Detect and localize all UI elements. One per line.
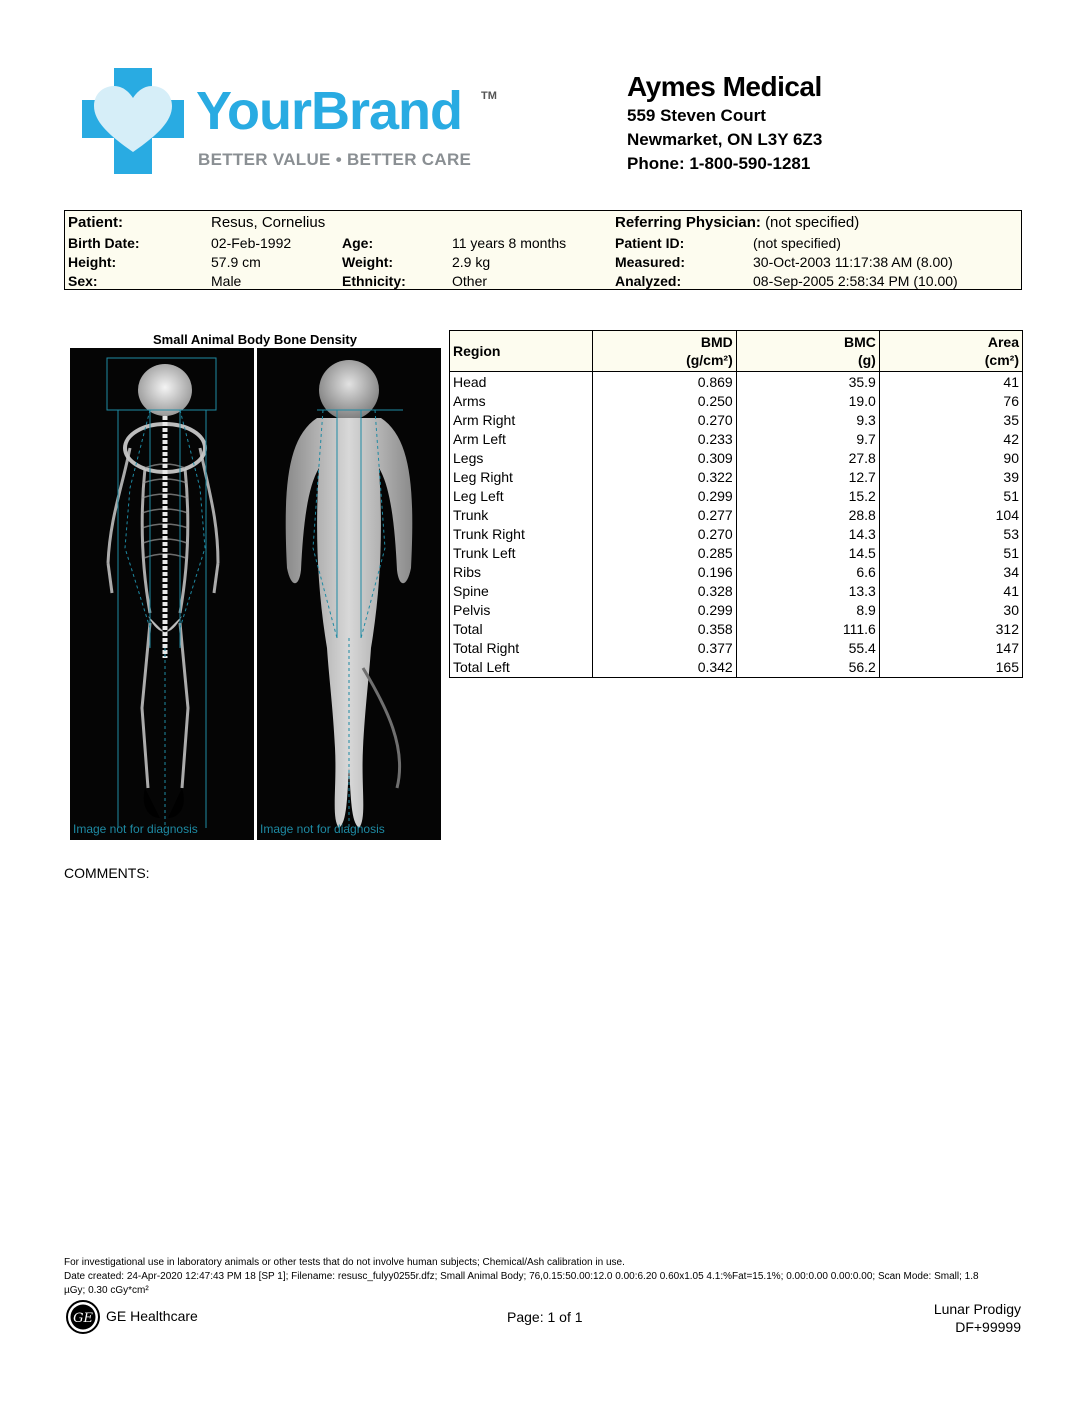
- bmc-header-label: BMC: [843, 334, 876, 350]
- area-cell: 30: [879, 601, 1022, 620]
- table-row: [450, 525, 1023, 544]
- organization-block: [627, 70, 822, 176]
- area-header-unit: (cm²): [984, 352, 1019, 368]
- results-table-body: [450, 372, 1023, 678]
- table-row: [450, 487, 1023, 506]
- bmc-cell: 55.4: [736, 639, 879, 658]
- region-cell: Spine: [450, 582, 593, 601]
- scan-diagnosis-note-right: Image not for diagnosis: [260, 822, 385, 836]
- area-cell: 51: [879, 544, 1022, 563]
- bmc-cell: 9.7: [736, 430, 879, 449]
- height-value: 57.9 cm: [211, 254, 261, 270]
- region-cell: Arms: [450, 392, 593, 411]
- soft-tissue-scan-image: [257, 348, 441, 840]
- bmc-cell: 9.3: [736, 411, 879, 430]
- area-cell: 35: [879, 411, 1022, 430]
- analyzed-value: 08-Sep-2005 2:58:34 PM (10.00): [753, 273, 958, 289]
- region-cell: Head: [450, 372, 593, 393]
- area-cell: 104: [879, 506, 1022, 525]
- bone-scan-image: [70, 348, 254, 840]
- footer-disclaimer: For investigational use in laboratory animals or other tests that do not involve human subjects; Chemical/Ash calibration in use.: [64, 1257, 625, 1268]
- table-row: [450, 582, 1023, 601]
- birth-date-label: Birth Date:: [68, 235, 140, 251]
- ethnicity-value: Other: [452, 273, 488, 289]
- bone-density-results-table: [449, 330, 1023, 678]
- bmc-cell: 8.9: [736, 601, 879, 620]
- region-cell: Ribs: [450, 563, 593, 582]
- bmc-header: [736, 331, 879, 372]
- organization-phone: Phone: 1-800-590-1281: [627, 154, 811, 173]
- patient-label: Patient:: [68, 214, 124, 231]
- referring-physician-label: Referring Physician:: [615, 214, 761, 231]
- ge-monogram: GE: [73, 1311, 93, 1326]
- organization-address-line2: Newmarket, ON L3Y 6Z3: [627, 130, 823, 149]
- table-row: [450, 620, 1023, 639]
- region-cell: Trunk Left: [450, 544, 593, 563]
- table-row: [450, 392, 1023, 411]
- weight-value: 2.9 kg: [452, 254, 491, 270]
- scan-title: Small Animal Body Bone Density: [153, 332, 357, 347]
- region-cell: Total Right: [450, 639, 593, 658]
- bmc-cell: 12.7: [736, 468, 879, 487]
- area-cell: 76: [879, 392, 1022, 411]
- table-row: [450, 411, 1023, 430]
- patient-info-box: [64, 210, 1022, 290]
- table-row: [450, 544, 1023, 563]
- region-cell: Trunk Right: [450, 525, 593, 544]
- bmc-cell: 14.5: [736, 544, 879, 563]
- table-row: [450, 506, 1023, 525]
- device-info: [860, 1300, 1021, 1336]
- region-cell: Total Left: [450, 658, 593, 678]
- analyzed-label: Analyzed:: [615, 273, 682, 289]
- region-cell: Arm Right: [450, 411, 593, 430]
- footer-dose: µGy; 0.30 cGy*cm²: [64, 1285, 149, 1296]
- scan-diagnosis-note-left: Image not for diagnosis: [73, 822, 198, 836]
- bmc-cell: 13.3: [736, 582, 879, 601]
- bmd-header-unit: (g/cm²): [686, 352, 733, 368]
- bmd-header-label: BMD: [700, 334, 733, 350]
- patient-id-value: (not specified): [753, 235, 841, 251]
- bmc-cell: 6.6: [736, 563, 879, 582]
- table-row: [450, 430, 1023, 449]
- area-cell: 42: [879, 430, 1022, 449]
- bmc-cell: 14.3: [736, 525, 879, 544]
- bmd-cell: 0.233: [593, 430, 736, 449]
- organization-name: Aymes Medical: [627, 71, 822, 102]
- brand-tagline: BETTER VALUE • BETTER CARE: [198, 150, 472, 169]
- measured-value: 30-Oct-2003 11:17:38 AM (8.00): [753, 254, 953, 270]
- bmd-cell: 0.299: [593, 601, 736, 620]
- table-header-row: [450, 331, 1023, 372]
- area-cell: 41: [879, 582, 1022, 601]
- referring-physician: [615, 214, 859, 232]
- bmc-cell: 111.6: [736, 620, 879, 639]
- organization-address-line1: 559 Steven Court: [627, 106, 766, 125]
- body-xray-icon: [257, 348, 441, 840]
- bmc-cell: 35.9: [736, 372, 879, 393]
- sex-label: Sex:: [68, 273, 98, 289]
- page-number: Page: 1 of 1: [507, 1309, 583, 1325]
- device-id: DF+99999: [955, 1319, 1021, 1335]
- area-cell: 90: [879, 449, 1022, 468]
- region-cell: Leg Left: [450, 487, 593, 506]
- bmd-cell: 0.270: [593, 411, 736, 430]
- bmd-cell: 0.299: [593, 487, 736, 506]
- area-cell: 34: [879, 563, 1022, 582]
- region-cell: Leg Right: [450, 468, 593, 487]
- bmd-cell: 0.285: [593, 544, 736, 563]
- birth-date-value: 02-Feb-1992: [211, 235, 292, 251]
- skeleton-xray-icon: [70, 348, 254, 840]
- age-label: Age:: [342, 235, 374, 251]
- table-row: [450, 449, 1023, 468]
- bmc-cell: 27.8: [736, 449, 879, 468]
- referring-physician-value: (not specified): [765, 214, 860, 231]
- age-value: 11 years 8 months: [452, 235, 567, 251]
- area-cell: 41: [879, 372, 1022, 393]
- area-cell: 53: [879, 525, 1022, 544]
- bmd-cell: 0.270: [593, 525, 736, 544]
- weight-label: Weight:: [342, 254, 394, 270]
- region-cell: Arm Left: [450, 430, 593, 449]
- patient-name: Resus, Cornelius: [211, 214, 326, 231]
- bmd-cell: 0.322: [593, 468, 736, 487]
- bmc-cell: 28.8: [736, 506, 879, 525]
- height-label: Height:: [68, 254, 117, 270]
- bmd-header: [593, 331, 736, 372]
- measured-label: Measured:: [615, 254, 686, 270]
- table-row: [450, 563, 1023, 582]
- region-cell: Legs: [450, 449, 593, 468]
- ethnicity-label: Ethnicity:: [342, 273, 406, 289]
- ge-healthcare-name: GE Healthcare: [106, 1308, 198, 1324]
- region-cell: Trunk: [450, 506, 593, 525]
- bmd-cell: 0.196: [593, 563, 736, 582]
- bmc-cell: 19.0: [736, 392, 879, 411]
- table-row: [450, 658, 1023, 678]
- bmd-cell: 0.309: [593, 449, 736, 468]
- bmd-cell: 0.328: [593, 582, 736, 601]
- area-cell: 39: [879, 468, 1022, 487]
- bmd-cell: 0.869: [593, 372, 736, 393]
- bmd-cell: 0.358: [593, 620, 736, 639]
- area-cell: 165: [879, 658, 1022, 678]
- bmd-cell: 0.250: [593, 392, 736, 411]
- bmd-cell: 0.377: [593, 639, 736, 658]
- region-cell: Pelvis: [450, 601, 593, 620]
- bmc-header-unit: (g): [857, 352, 876, 368]
- ge-logo-icon: [66, 1300, 100, 1334]
- region-cell: Total: [450, 620, 593, 639]
- sex-value: Male: [211, 273, 242, 289]
- table-row: [450, 601, 1023, 620]
- table-row: [450, 372, 1023, 393]
- area-header: [879, 331, 1022, 372]
- bmc-cell: 56.2: [736, 658, 879, 678]
- area-cell: 312: [879, 620, 1022, 639]
- region-header: Region: [450, 331, 593, 372]
- area-cell: 51: [879, 487, 1022, 506]
- footer-notes: [64, 1256, 1014, 1298]
- brand-name: YourBrand: [196, 81, 463, 141]
- comments-label: COMMENTS:: [64, 865, 150, 881]
- bmd-cell: 0.342: [593, 658, 736, 678]
- area-cell: 147: [879, 639, 1022, 658]
- table-row: [450, 468, 1023, 487]
- footer-scan-details: Date created: 24-Apr-2020 12:47:43 PM 18 [SP 1]; Filename: resusc_fulyy0255r.dfz; Small Animal Body; 76,0.15:50.00:12.0 0.00:6.20 0.60x1.05 4.1:%Fat=15.1%; 0.00:0.00 0.00:0.00; Scan Mode: Small; 1.8: [64, 1271, 979, 1282]
- bmd-cell: 0.277: [593, 506, 736, 525]
- bmc-cell: 15.2: [736, 487, 879, 506]
- table-row: [450, 639, 1023, 658]
- patient-id-label: Patient ID:: [615, 235, 685, 251]
- device-name: Lunar Prodigy: [933, 1301, 1021, 1317]
- area-header-label: Area: [987, 334, 1019, 350]
- brand-trademark: TM: [481, 90, 497, 102]
